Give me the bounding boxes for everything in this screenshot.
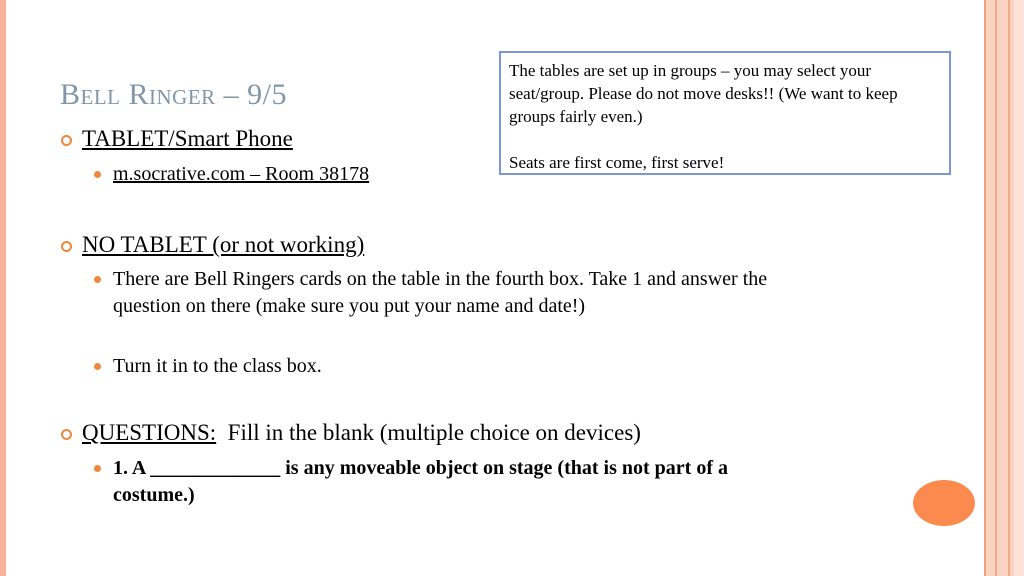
right-frame-stripes [984,0,1024,576]
sub-bullet [113,455,803,509]
sub-bullet [113,266,803,320]
bullet-heading-text: TABLET/Smart Phone [82,126,293,151]
sub-bullet-text: 1. A _____________ is any moveable object on stage (that is not part of a costume.) [113,457,728,506]
stripe [984,0,986,576]
dot-bullet-icon [94,276,101,283]
ring-bullet-icon [61,135,72,146]
left-frame-stripe [0,0,6,576]
ring-bullet-icon [61,241,72,252]
sub-bullet [113,353,803,380]
bullet-heading-text: NO TABLET (or not working) [82,232,365,257]
bullet-heading-underlined: QUESTIONS: [82,420,217,445]
sub-bullet-text: m.socrative.com – Room 38178 [113,163,370,185]
dot-bullet-icon [94,363,101,370]
ring-bullet-icon [61,429,72,440]
bullet-heading [82,420,641,446]
callout-text: The tables are set up in groups – you may select your seat/group. Please do not move desks!! (We want to keep groups fairly even.) [509,61,898,126]
bullet-heading-rest: Fill in the blank (multiple choice on devices) [216,420,641,445]
dot-bullet-icon [94,171,101,178]
bullet-heading [82,126,293,152]
sub-bullet [113,161,803,188]
callout-box [499,51,951,175]
decorative-circle [913,480,975,526]
slide-title: Bell Ringer – 9/5 [60,78,287,111]
stripe [1014,0,1024,576]
dot-bullet-icon [94,465,101,472]
sub-bullet-text: Turn it in to the class box. [113,355,322,377]
bullet-heading [82,232,364,258]
sub-bullet-text: There are Bell Ringers cards on the table in the fourth box. Take 1 and answer the question on there (make sure you put your name and date!) [113,268,768,317]
stripe [995,0,997,576]
stripe [1008,0,1010,576]
callout-text: Seats are first come, first serve! [509,153,725,172]
